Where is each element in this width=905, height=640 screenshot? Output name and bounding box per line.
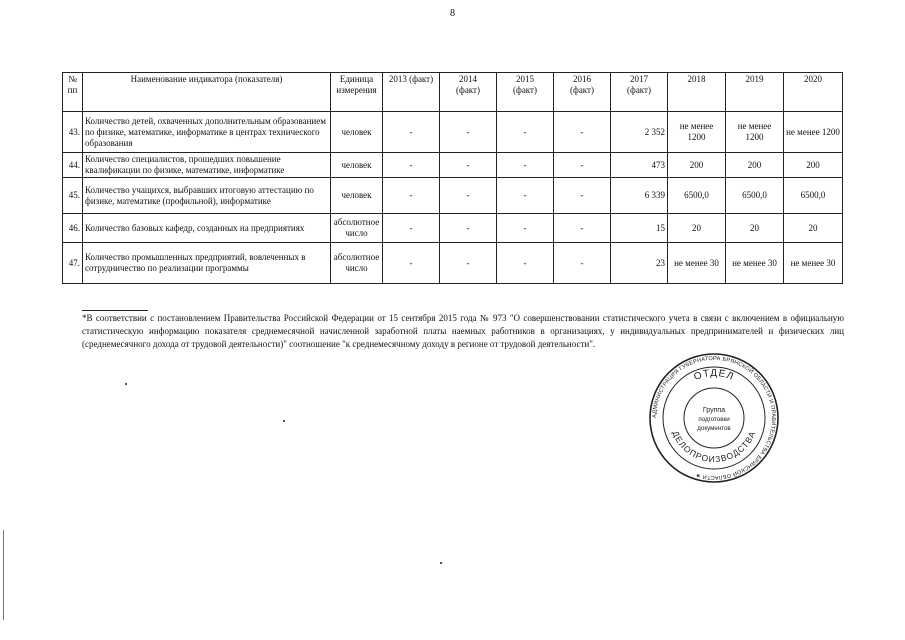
value-2019: не менее 1200 [726, 112, 784, 153]
indicators-table [62, 72, 843, 284]
indicator-name: Количество детей, охваченных дополнительным образованием по физике, математике, информатике в центрах технического образования [83, 112, 331, 153]
value-2018: не менее 30 [668, 243, 726, 284]
value-2014: - [440, 178, 497, 214]
stamp-inner-top-text [693, 368, 736, 383]
header-2017 [611, 73, 668, 112]
stamp-center-line2: подготовки [698, 416, 730, 423]
header-2020: 2020 [784, 73, 843, 112]
value-2017: 23 [611, 243, 668, 284]
value-2019: 200 [726, 153, 784, 178]
value-2014: - [440, 214, 497, 243]
value-2014: - [440, 112, 497, 153]
table-row [63, 112, 843, 153]
header-2016-year: 2016 [573, 74, 591, 84]
header-2017-fact: (факт) [626, 85, 651, 95]
value-2017: 6 339 [611, 178, 668, 214]
value-2020: не менее 1200 [784, 112, 843, 153]
header-unit [331, 73, 383, 112]
value-2019: не менее 30 [726, 243, 784, 284]
value-2017: 15 [611, 214, 668, 243]
indicator-name: Количество учащихся, выбравших итоговую аттестацию по физике, математике (профильной), информатике [83, 178, 331, 214]
unit-cell: человек [331, 112, 383, 153]
value-2014: - [440, 153, 497, 178]
value-2018: 20 [668, 214, 726, 243]
header-2013: 2013 (факт) [383, 73, 440, 112]
value-2019: 20 [726, 214, 784, 243]
stamp-center-line1: Группа [702, 407, 726, 414]
value-2020: 200 [784, 153, 843, 178]
row-number: 43. [63, 112, 83, 153]
stamp-inner-top-ring: ОТДЕЛ [692, 367, 736, 383]
row-number: 45. [63, 178, 83, 214]
scan-speck [440, 562, 442, 564]
scan-speck [125, 383, 127, 385]
value-2015: - [497, 178, 554, 214]
value-2013: - [383, 178, 440, 214]
table-row [63, 178, 843, 214]
table-header-row [63, 73, 843, 112]
scan-margin-mark [3, 530, 4, 620]
value-2020: 6500,0 [784, 178, 843, 214]
value-2015: - [497, 214, 554, 243]
header-2015-year: 2015 [516, 74, 534, 84]
official-stamp [648, 352, 780, 484]
value-2015: - [497, 153, 554, 178]
header-unit-line2: измерения [336, 85, 377, 95]
row-number: 44. [63, 153, 83, 178]
value-2017: 2 352 [611, 112, 668, 153]
value-2016: - [554, 112, 611, 153]
value-2013: - [383, 112, 440, 153]
unit-cell: абсолютное число [331, 214, 383, 243]
indicator-name: Количество специалистов, прошедших повышение квалификации по физике, математике, информатике [83, 153, 331, 178]
value-2014: - [440, 243, 497, 284]
header-num: № пп [63, 73, 83, 112]
header-2019: 2019 [726, 73, 784, 112]
value-2013: - [383, 243, 440, 284]
header-2014 [440, 73, 497, 112]
header-2016-fact: (факт) [569, 85, 594, 95]
value-2016: - [554, 214, 611, 243]
table-row [63, 243, 843, 284]
stamp-center-line3: документов [697, 425, 731, 432]
value-2017: 473 [611, 153, 668, 178]
value-2020: 20 [784, 214, 843, 243]
value-2018: 200 [668, 153, 726, 178]
footnote-divider [82, 310, 148, 311]
table-row [63, 153, 843, 178]
unit-cell: абсолютное число [331, 243, 383, 284]
header-2014-fact: (факт) [455, 85, 480, 95]
indicator-name: Количество промышленных предприятий, вовлеченных в сотрудничество по реализации программы [83, 243, 331, 284]
stamp-outer-ring-text: АДМИНИСТРАЦИЯ ГУБЕРНАТОРА БРЯНСКОЙ ОБЛАСТИ И ПРАВИТЕЛЬСТВА БРЯНСКОЙ ОБЛАСТИ ★ [651, 355, 777, 481]
value-2016: - [554, 153, 611, 178]
value-2015: - [497, 243, 554, 284]
header-2015 [497, 73, 554, 112]
header-2017-year: 2017 [630, 74, 648, 84]
value-2013: - [383, 214, 440, 243]
header-2016 [554, 73, 611, 112]
page-number: 8 [450, 8, 455, 19]
footnote: *В соответствии с постановлением Правительства Российской Федерации от 15 сентября 2015 года № 973 "О совершенствовании статистического учета в связи с включением в официальную статистическую информацию показателя среднемесячной начисленной заработной платы наемных работников в организациях, у индивидуальных предпринимателей и физических лиц (среднемесячного дохода от трудовой деятельности)" соотношение "к среднемесячному доходу в регионе от трудовой деятельности". [82, 313, 844, 349]
stamp-inner-bottom-ring: ДЕЛОПРОИЗВОДСТВА [670, 429, 758, 465]
value-2013: - [383, 153, 440, 178]
header-indicator-name: Наименование индикатора (показателя) [83, 73, 331, 112]
header-unit-line1: Единица [339, 74, 374, 84]
unit-cell: человек [331, 153, 383, 178]
header-2014-year: 2014 [459, 74, 477, 84]
value-2018: не менее 1200 [668, 112, 726, 153]
header-2015-fact: (факт) [512, 85, 537, 95]
row-number: 46. [63, 214, 83, 243]
value-2016: - [554, 243, 611, 284]
value-2016: - [554, 178, 611, 214]
value-2020: не менее 30 [784, 243, 843, 284]
header-2018: 2018 [668, 73, 726, 112]
unit-cell: человек [331, 178, 383, 214]
table-row [63, 214, 843, 243]
scan-speck [283, 420, 285, 422]
indicator-name: Количество базовых кафедр, созданных на предприятиях [83, 214, 331, 243]
value-2015: - [497, 112, 554, 153]
value-2019: 6500,0 [726, 178, 784, 214]
value-2018: 6500,0 [668, 178, 726, 214]
row-number: 47. [63, 243, 83, 284]
